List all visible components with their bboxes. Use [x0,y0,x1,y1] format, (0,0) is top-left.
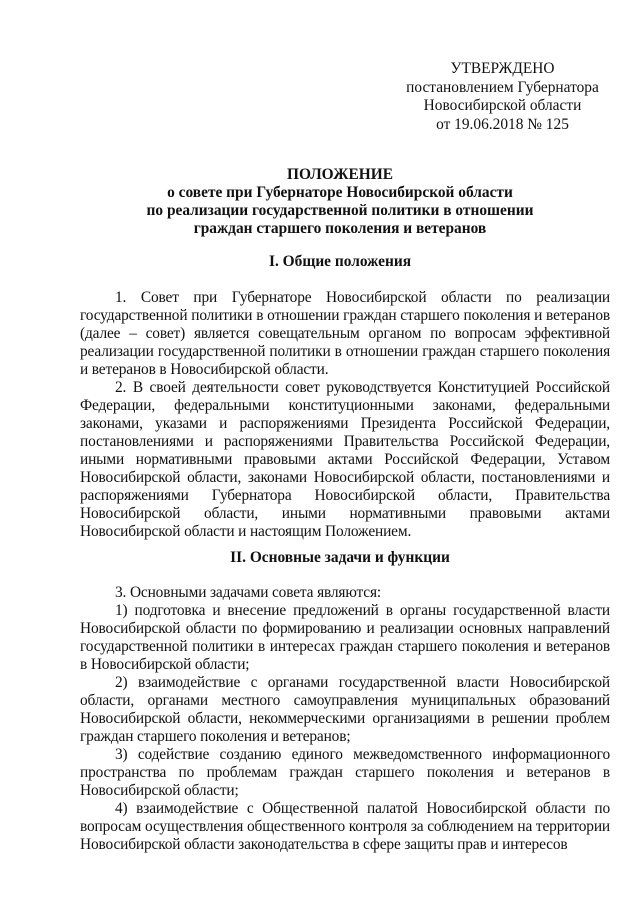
list-item-1: 1) подготовка и внесение предложений в органы государственной власти Новосибирской области по формированию и реализации основных направлений государственной политики в интересах граждан старшего поколения и ветеранов в Новосибирской области; [80,602,610,673]
approval-date-number: от 19.06.2018 № 125 [436,115,569,133]
paragraph-2: 2. В своей деятельности совет руководствуется Конституцией Российской Федерации, федеральными конституционными законами, федеральными законами, указами и распоряжениями Президента Российской Федерации, постановлениями и распоряжениями Правительства Российской Федерации, иными нормативными правовыми актами Российской Федерации, Уставом Новосибирской области, законами Новосибирской области, постановлениями и распоряжениями Губернатора Новосибирской области, Правительства Новосибирской области, иными нормативными правовыми актами Новосибирской области и настоящим Положением. [80,379,610,540]
title-line-3: по реализации государственной политики в отношении [146,202,534,219]
approval-stamp [395,60,610,134]
document-title [60,166,620,238]
title-line-4: граждан старшего поколения и ветеранов [193,220,487,237]
approval-title: УТВЕРЖДЕНО [450,60,555,77]
paragraph-1: 1. Совет при Губернаторе Новосибирской области по реализации государственной политики в отношении граждан старшего поколения и ветеранов (далее – совет) является совещательным органом по вопросам эффективной реализации государственной политики в отношении граждан старшего поколения и ветеранов в Новосибирской области. [80,289,610,378]
section-2-heading: II. Основные задачи и функции [230,549,450,566]
approval-authority: постановлением Губернатора [406,78,599,96]
list-item-2: 2) взаимодействие с органами государственной власти Новосибирской области, органами местного самоуправления муниципальных образований Новосибирской области, некоммерческими организациями в решении проблем граждан старшего поколения и ветеранов; [80,674,610,745]
paragraph-3: 3. Основными задачами совета являются: [115,584,382,601]
section-1-heading: I. Общие положения [268,253,412,270]
list-item-3: 3) содействие созданию единого межведомственного информационного пространства по проблемам граждан старшего поколения и ветеранов в Новосибирской области; [80,746,610,799]
list-item-4: 4) взаимодействие с Общественной палатой Новосибирской области по вопросам осуществления общественного контроля за соблюдением на территории Новосибирской области законодательства в сфере защиты прав и интересов [80,800,610,853]
approval-region: Новосибирской области [423,97,582,114]
title-line-2: о совете при Губернаторе Новосибирской области [167,184,513,201]
title-line-1: ПОЛОЖЕНИЕ [287,166,393,183]
section-1-body [80,289,610,541]
section-2-body [80,584,610,854]
